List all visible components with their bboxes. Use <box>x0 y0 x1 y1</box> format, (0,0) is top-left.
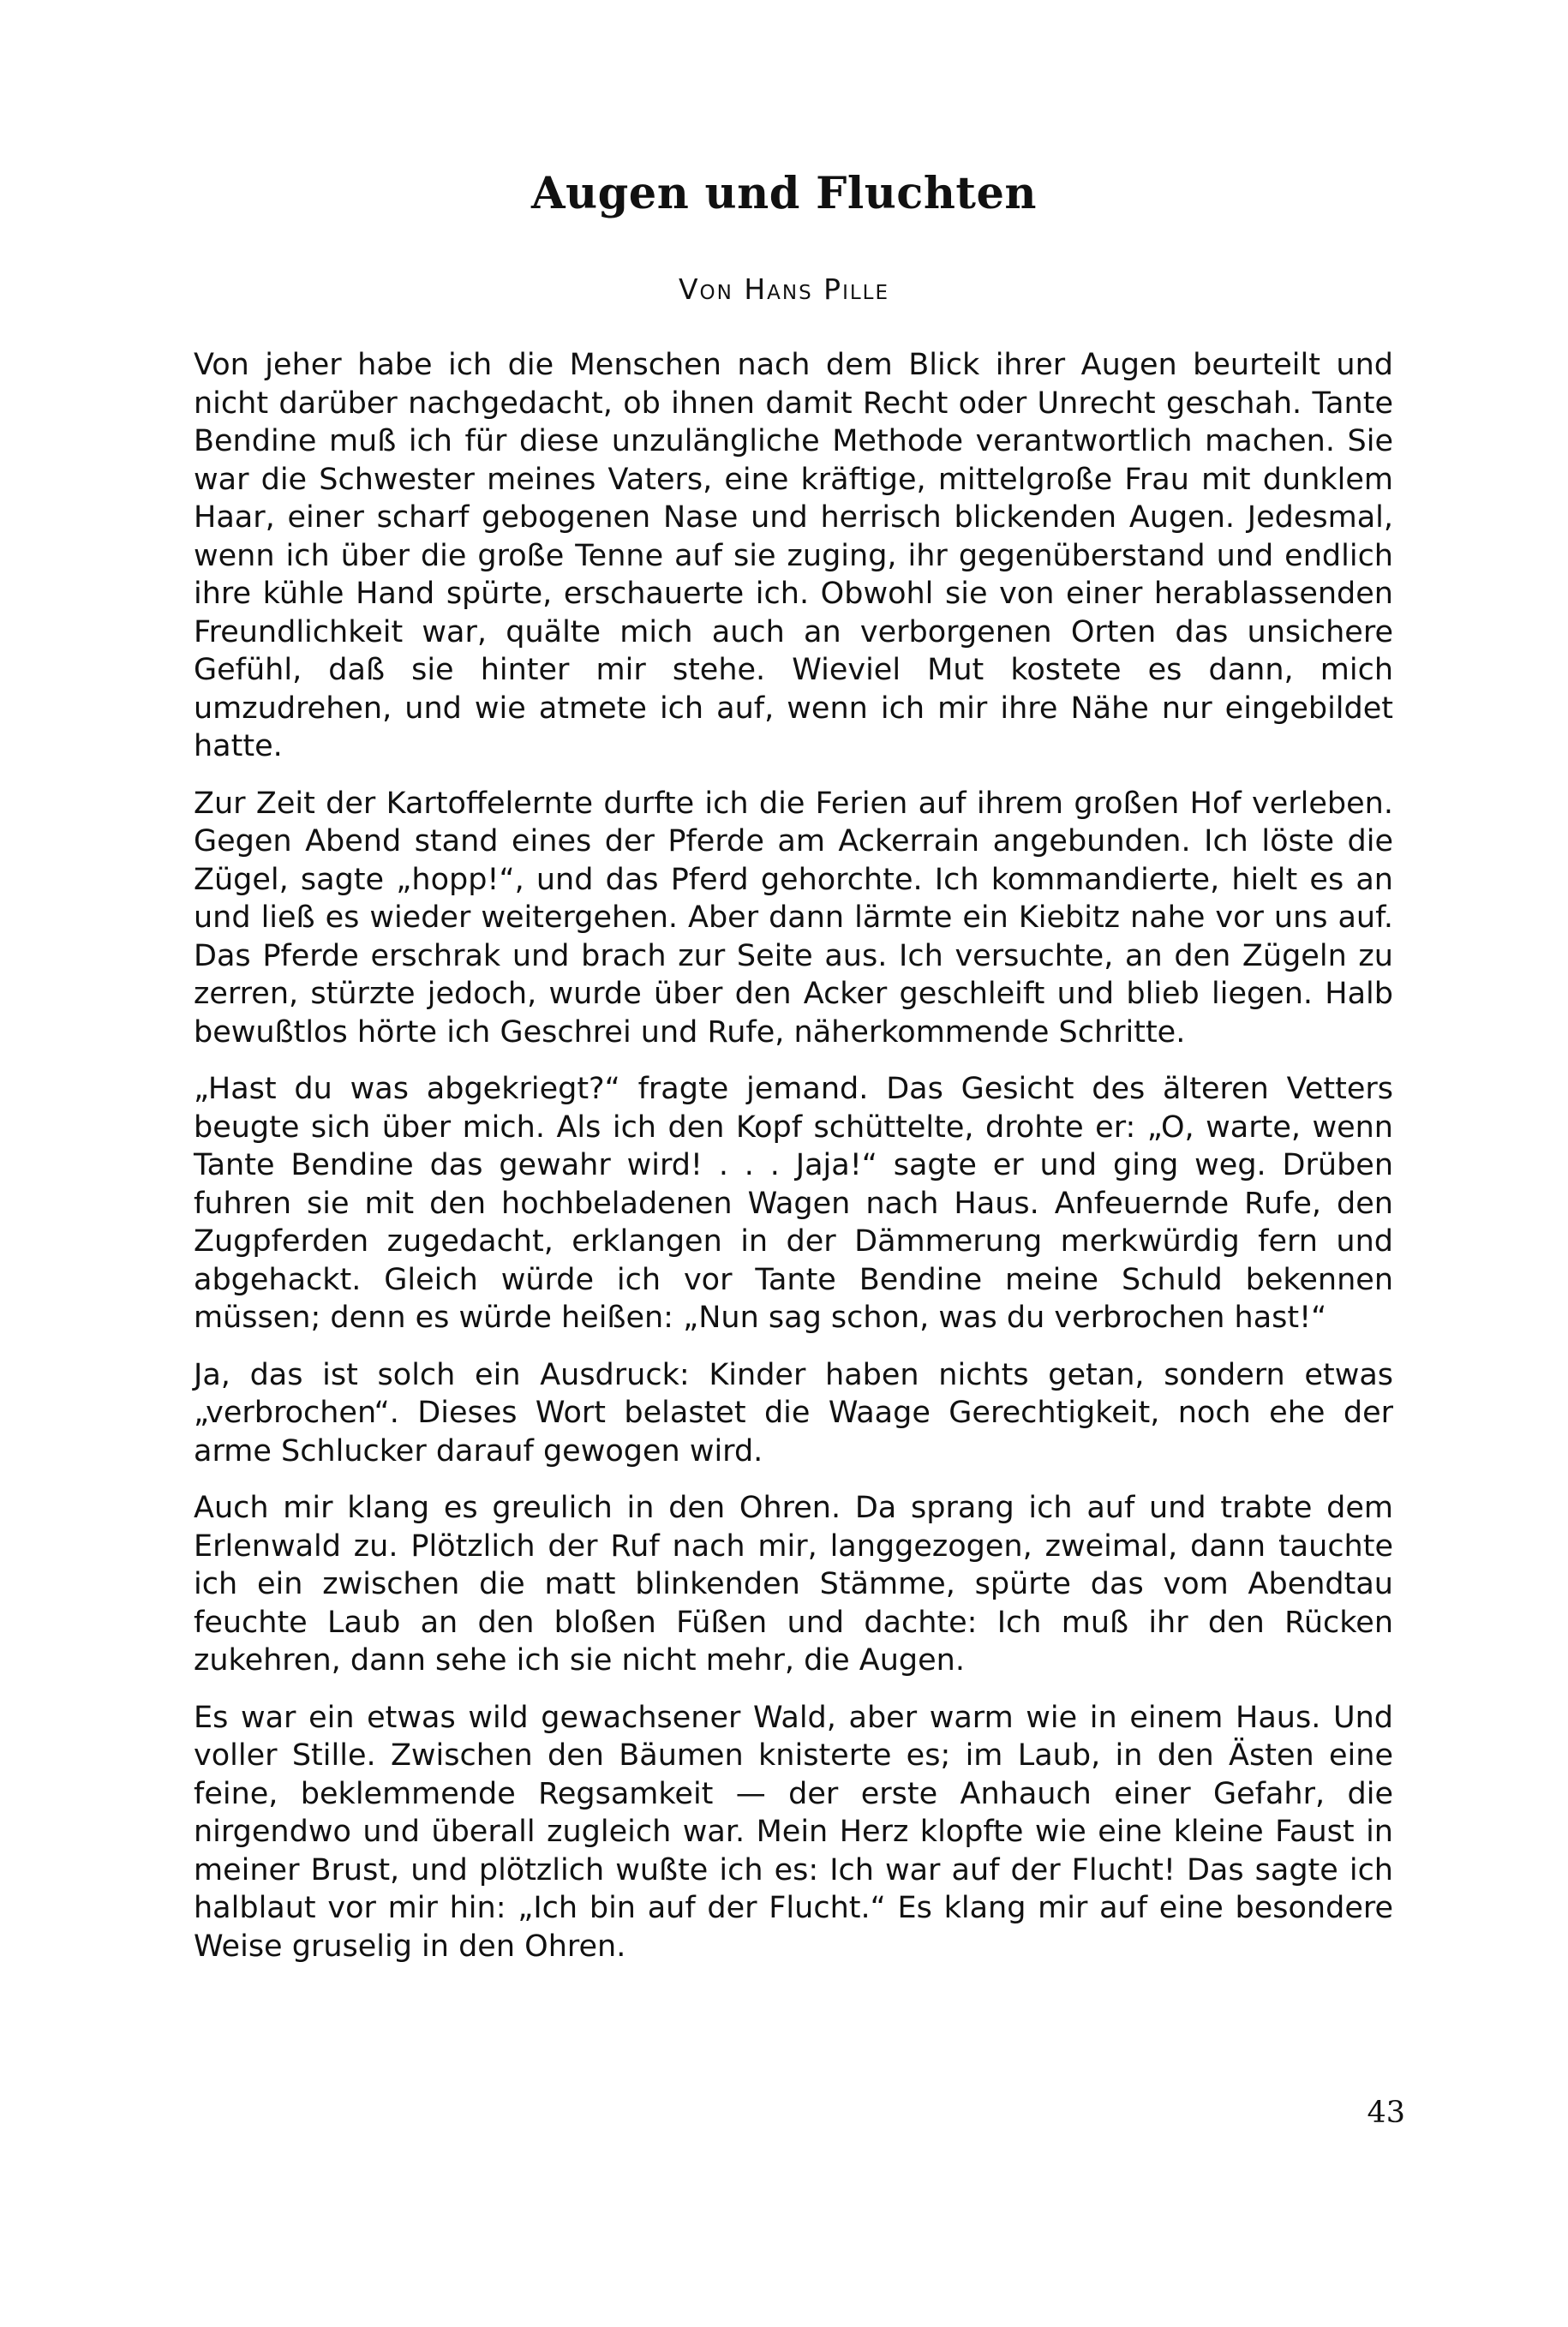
story-author: Von Hans Pille <box>678 272 890 306</box>
paragraph-4: Ja, das ist solch ein Ausdruck: Kinder haben nichts getan, sondern etwas „verbrochen“. Dieses Wort belastet die Waage Gerechtigkeit, noch ehe der arme Schlucker darauf gewogen wird. <box>194 1357 1393 1469</box>
story-title: Augen und Fluchten <box>530 168 1038 219</box>
paragraph-6: Es war ein etwas wild gewachsener Wald, aber warm wie in einem Haus. Und voller Stille. Zwischen den Bäumen knisterte es; im Laub, in den Ästen eine feine, beklemmende Regsamkeit — der erste Anhauch einer Gefahr, die nirgendwo und überall zugleich war. Mein Herz klopfte wie eine kleine Faust in meiner Brust, und plötzlich wußte ich es: Ich war auf der Flucht! Das sagte ich halblaut vor mir hin: „Ich bin auf der Flucht.“ Es klang mir auf eine besondere Weise gruselig in den Ohren. <box>194 1700 1393 1964</box>
story-body <box>194 346 1393 1984</box>
page-number: 43 <box>1367 2096 1405 2130</box>
paragraph-2: Zur Zeit der Kartoffelernte durfte ich die Ferien auf ihrem großen Hof verleben. Gegen Abend stand eines der Pferde am Ackerrain angebunden. Ich löste die Zügel, sagte „hopp!“, und das Pferd gehorchte. Ich kommandierte, hielt es an und ließ es wieder weitergehen. Aber dann lärmte ein Kiebitz nahe vor uns auf. Das Pferde erschrak und brach zur Seite aus. Ich versuchte, an den Zügeln zu zerren, stürzte jedoch, wurde über den Acker geschleift und blieb liegen. Halb bewußtlos hörte ich Geschrei und Rufe, näherkommende Schritte. <box>194 786 1393 1050</box>
paragraph-3: „Hast du was abgekriegt?“ fragte jemand. Das Gesicht des älteren Vetters beugte sich über mich. Als ich den Kopf schüttelte, drohte er: „O, warte, wenn Tante Bendine das gewahr wird! . . . Jaja!“ sagte er und ging weg. Drüben fuhren sie mit den hochbeladenen Wagen nach Haus. Anfeuernde Rufe, den Zugpferden zugedacht, erklangen in der Dämmerung merkwürdig fern und abgehackt. Gleich würde ich vor Tante Bendine meine Schuld bekennen müssen; denn es würde heißen: „Nun sag schon, was du verbrochen hast!“ <box>194 1072 1393 1335</box>
paragraph-5: Auch mir klang es greulich in den Ohren. Da sprang ich auf und trabte dem Erlenwald zu. Plötzlich der Ruf nach mir, langgezogen, zweimal, dann tauchte ich ein zwischen die matt blinkenden Stämme, spürte das vom Abendtau feuchte Laub an den bloßen Füßen und dachte: Ich muß ihr den Rücken zukehren, dann sehe ich sie nicht mehr, die Augen. <box>194 1491 1393 1678</box>
paragraph-1: Von jeher habe ich die Menschen nach dem Blick ihrer Augen beurteilt und nicht darüber nachgedacht, ob ihnen damit Recht oder Unrecht geschah. Tante Bendine muß ich für diese unzulängliche Methode verantwortlich machen. Sie war die Schwester meines Vaters, eine kräftige, mittelgroße Frau mit dunklem Haar, einer scharf gebogenen Nase und herrisch blickenden Augen. Jedesmal, wenn ich über die große Tenne auf sie zuging, ihr gegenüberstand und endlich ihre kühle Hand spürte, erschauerte ich. Obwohl sie von einer herablassenden Freundlichkeit war, quälte mich auch an verborgenen Orten das unsichere Gefühl, daß sie hinter mir stehe. Wieviel Mut kostete es dann, mich umzudrehen, und wie atmete ich auf, wenn ich mir ihre Nähe nur eingebildet hatte. <box>194 348 1393 763</box>
